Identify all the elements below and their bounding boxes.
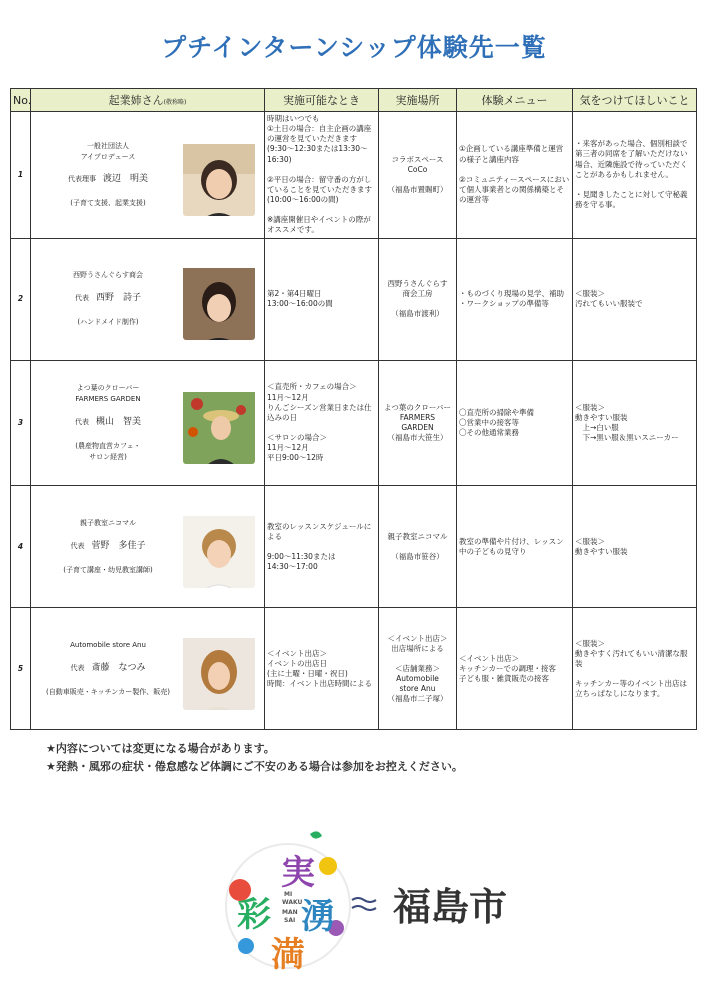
header-menu: 体験メニュー — [457, 89, 573, 112]
org-name: 一般社団法人 アイプロデュース — [80, 141, 136, 161]
menu-cell: ①企画している講座準備と運営の様子と講座内容 ②コミュニティースペースにおいて個人事業者との関係構築とその運営等 — [457, 112, 573, 239]
menu-cell: 〇直売所の掃除や準備 〇営業中の接客等 〇その他通常業務 — [457, 360, 573, 486]
org-name: Automobile store Anu — [70, 641, 146, 650]
header-place: 実施場所 — [379, 89, 457, 112]
city-logo — [218, 828, 518, 978]
org-name: 親子教室ニコマル — [80, 519, 136, 528]
entrepreneur-cell — [31, 486, 265, 608]
rep-title: 代表 — [70, 541, 85, 550]
row-number: 3 — [11, 360, 31, 486]
header-no: No. — [11, 89, 31, 112]
menu-cell: ＜イベント出店＞ キッチンカーでの調理・接客 子ども服・雑貨販売の接客 — [457, 608, 573, 730]
org-name: よつ葉のクローバー FARMERS GARDEN — [75, 384, 141, 404]
place-cell: 親子教室ニコマル （福島市笹谷） — [379, 486, 457, 608]
rep-title: 代表 — [74, 294, 89, 303]
care-cell: ＜服装＞ 動きやすい服装 — [573, 486, 697, 608]
time-cell: 教室のレッスンスケジュールによる 9:00～11:30または 14:30～17:00 — [265, 486, 379, 608]
header-time: 実施可能なとき — [265, 89, 379, 112]
rep-name: 西野 詩子 — [95, 293, 141, 304]
time-cell: ＜イベント出店＞ イベントの出店日 (主に土曜・日曜・祝日) 時間：イベント出店時間による — [265, 608, 379, 730]
rep-title: 代表理事 — [67, 175, 96, 184]
note-change: ★内容については変更になる場合があります。 — [46, 742, 275, 755]
business-desc: (子育て講座・幼児教室講師) — [63, 565, 153, 574]
table-row — [11, 238, 697, 360]
entrepreneur-cell — [31, 112, 265, 239]
rep-name: 斎藤 なつみ — [91, 662, 146, 673]
rep-name: 渡辺 明美 — [102, 174, 148, 185]
row-number: 2 — [11, 238, 31, 360]
table-row — [11, 486, 697, 608]
header-care: 気をつけてほしいこと — [573, 89, 697, 112]
place-cell: よつ葉のクローバー FARMERS GARDEN （福島市大笹生） — [379, 360, 457, 486]
business-desc: (農産物直営カフェ・ サロン経営) — [75, 441, 141, 461]
note-health: ★発熱・風邪の症状・倦怠感など体調にご不安のある場合は参加をお控えください。 — [46, 759, 463, 773]
logo-romaji-waku: WAKU — [282, 899, 303, 906]
logo-char-mi: 実 — [281, 853, 315, 893]
entrepreneur-cell — [31, 238, 265, 360]
portrait-photo — [183, 506, 255, 588]
entrepreneur-cell — [31, 608, 265, 730]
menu-cell: ・ものづくり現場の見学、補助 ・ワークショップの準備等 — [457, 238, 573, 360]
place-cell: 西野うさんぐらす 商会工房 （福島市渡利） — [379, 238, 457, 360]
row-number: 5 — [11, 608, 31, 730]
business-desc: (自動車販売・キッチンカー製作、販売) — [46, 687, 170, 696]
table-row — [11, 360, 697, 486]
portrait-photo — [183, 628, 255, 710]
entrepreneur-cell — [31, 360, 265, 486]
logo-city-name: 福島市 — [392, 884, 508, 929]
care-cell: ＜服装＞ 汚れてもいい服装で — [573, 238, 697, 360]
logo-char-waku: 湧 — [301, 897, 335, 937]
header-entrepreneur-note: (敬称略) — [163, 99, 187, 106]
internship-table — [10, 88, 697, 730]
logo-char-man: 満 — [271, 935, 305, 975]
care-cell: ＜服装＞ 動きやすく汚れてもいい清潔な服装 キッチンカー等のイベント出店は立ちっぱなしになります。 — [573, 608, 697, 730]
logo-romaji-mi: MI — [284, 891, 293, 898]
logo-romaji-man: MAN — [282, 909, 298, 916]
rep-name: 菅野 多佳子 — [91, 540, 146, 551]
rep-title: 代表 — [74, 418, 89, 426]
header-entrepreneur: 起業姉さん(敬称略) — [31, 89, 265, 112]
portrait-photo — [183, 258, 255, 340]
time-cell: 時期はいつでも ①土日の場合：自主企画の講座の運営を見ていただきます (9:30～12:30または13:30～16:30) ②平日の場合：留守番の方がしていることを見ていただきます(10:00～16:00の間) ※講座開催日やイベントの際がオススメです。 — [265, 112, 379, 239]
time-cell: ＜直売所・カフェの場合＞ 11月～12月 りんごシーズン営業日または仕込みの日 ＜サロンの場合＞ 11月～12月 平日9:00～12時 — [265, 360, 379, 486]
portrait-photo — [183, 134, 255, 216]
place-cell: ＜イベント出店＞ 出店場所による ＜店舗業務＞ Automobile store Anu （福島市二子塚） — [379, 608, 457, 730]
place-cell: コラボスペース CoCo （福島市置賜町） — [379, 112, 457, 239]
care-cell: ・来客があった場合、個別相談で第三者の同席を了解いただけない場合、近隣施設で待っていただくことがあるかもしれません。 ・見聞きしたことに対して守秘義務を守る事。 — [573, 112, 697, 239]
table-row — [11, 112, 697, 239]
row-number: 1 — [11, 112, 31, 239]
logo-romaji-sai: SAI — [284, 917, 296, 924]
notes — [46, 740, 463, 775]
menu-cell: 教室の準備や片付け、レッスン中の子どもの見守り — [457, 486, 573, 608]
row-number: 4 — [11, 486, 31, 608]
logo-emblem — [218, 828, 518, 978]
org-name: 西野うさんぐらす商会 — [73, 271, 143, 280]
portrait-photo — [183, 382, 255, 464]
business-desc: (ハンドメイド制作) — [77, 317, 139, 326]
logo-char-sai: 彩 — [237, 895, 271, 935]
page-title: プチインターンシップ体験先一覧 — [161, 33, 547, 62]
business-desc: (子育て支援、起業支援) — [70, 198, 146, 207]
rep-name: 槻山 智美 — [95, 417, 141, 427]
time-cell: 第2・第4日曜日 13:00～16:00の間 — [265, 238, 379, 360]
rep-title: 代表 — [70, 663, 85, 672]
care-cell: ＜服装＞ 動きやすい服装 上→白い服 下→黒い服＆黒いスニーカー — [573, 360, 697, 486]
table-row — [11, 608, 697, 730]
